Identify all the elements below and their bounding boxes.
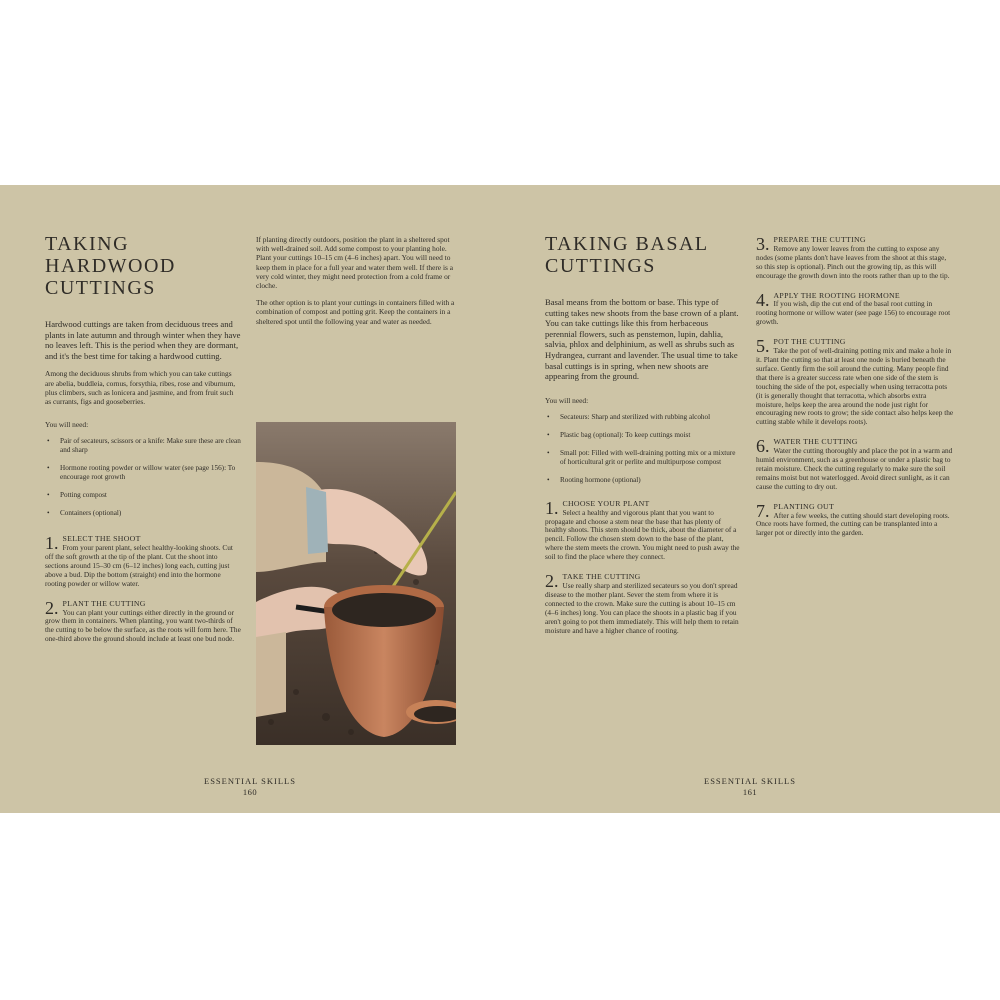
step-number: 5. bbox=[756, 336, 770, 357]
step-4 bbox=[756, 291, 954, 328]
lead-paragraph: Basal means from the bottom or base. This type of cutting takes new shoots from the base crown of a plant. You can take cuttings like this from herbaceous perennial flowers, such as penstemon, lupin, dahlia, salvia, phlox and delphinium, as well as shrubs such as Hydrangea, currant and lavender. The usual time to take basal cuttings is in spring, when new shoots are appearing from the ground. bbox=[545, 297, 739, 382]
step-3 bbox=[756, 235, 954, 281]
left-column-2 bbox=[256, 235, 456, 326]
step-number: 4. bbox=[756, 289, 770, 310]
list-item: • Secateurs: Sharp and sterilized with rubbing alcohol bbox=[545, 413, 741, 422]
step-heading: SELECT THE SHOOT bbox=[62, 534, 141, 544]
step-number: 1. bbox=[45, 533, 59, 554]
right-footer bbox=[700, 776, 800, 798]
needs-list bbox=[45, 437, 241, 518]
step-heading: PLANT THE CUTTING bbox=[62, 598, 146, 608]
needs-list bbox=[545, 413, 741, 485]
list-item: • Rooting hormone (optional) bbox=[545, 476, 741, 485]
lead-paragraph: Hardwood cuttings are taken from deciduous trees and plants in late autumn and through winter when they have no leaves left. This is the period when they are dormant, and it's the best time for taking a hardwood cutting. bbox=[45, 319, 241, 361]
right-page bbox=[500, 185, 1000, 813]
step-text: Select a healthy and vigorous plant that you want to propagate and choose a stem near the base that has plenty of healthy shoots. This stem should be thick, about the diameter of a pencil. Follow the chosen stem down to the base of the plant, where the stem meets the crown. You might need to push away the soil to find the place where they connect. bbox=[545, 507, 740, 562]
step-number: 3. bbox=[756, 234, 770, 254]
step-text: Take the pot of well-draining potting mix and make a hole in it. Plant the cutting so that at least one node is buried beneath the surface. Gently firm the soil around the cutting. Many people find that there is a greater success rate when one side of the stem is touching the side of the pot, especially when using terracotta pots (it is generally thought that terracotta, which absorbs extra moisture, helps keep the area around the node just right for encouraging new roots to grow; the side contact also helps keep the cutting stable while it develops roots). bbox=[756, 346, 954, 427]
list-item: • Pair of secateurs, scissors or a knife: Make sure these are clean and sharp bbox=[45, 437, 241, 455]
left-page bbox=[0, 185, 500, 813]
list-item: • Containers (optional) bbox=[45, 509, 241, 518]
running-footer: ESSENTIAL SKILLS bbox=[204, 776, 296, 786]
body-paragraph: If planting directly outdoors, position the plant in a sheltered spot with well-drained soil. Add some compost to your planting hole. Plant your cuttings 10–15 cm (4–6 inches) apart. You will need to keep them in place for a full year and water them well. If there is a very cold winter, they might need protection from a cold frame or cloche. bbox=[256, 235, 453, 291]
body-paragraph: The other option is to plant your cuttings in containers filled with a combination of compost and potting grit. Keep the containers in a sheltered spot until the following year and water as needed. bbox=[256, 298, 455, 326]
step-number: 6. bbox=[756, 436, 770, 457]
step-heading: POT THE CUTTING bbox=[773, 337, 846, 347]
right-page-title bbox=[545, 233, 745, 277]
step-text: Use really sharp and sterilized secateurs so you don't spread disease to the mother plant. Sever the stem from where it is connected to the crown. Make sure the cutting is about 10–15 cm (4–6 inches) long. You can place the shoots in a plastic bag if you aren't going to pot them immediately. This will help them to retain moisture and have a higher chance of rooting. bbox=[545, 581, 739, 635]
hardwood-cutting-photo bbox=[256, 422, 456, 745]
step-7 bbox=[756, 502, 954, 539]
step-1 bbox=[545, 499, 741, 562]
list-item: • Potting compost bbox=[45, 491, 241, 500]
list-item: • Small pot: Filled with well-draining potting mix or a mixture of horticultural grit or perlite and multipurpose compost bbox=[545, 449, 741, 467]
title-line: TAKING BASAL bbox=[545, 233, 709, 255]
step-text: You can plant your cuttings either directly in the ground or grow them in containers. When planting, you want two-thirds of the cutting to be below the surface, as the roots will form here. The one-third above the ground should include at least one bud node. bbox=[45, 607, 241, 644]
steps-list bbox=[545, 499, 741, 636]
step-text: From your parent plant, select healthy-looking shoots. Cut off the soft growth at the tip of the plant. Cut the shoot into sections around 15–30 cm (6–12 inches) long each, cutting just above a bud. Dip the bottom (straight) end into the hormone rooting powder or willow water. bbox=[45, 543, 233, 588]
step-heading: PREPARE THE CUTTING bbox=[773, 235, 866, 244]
step-number: 2. bbox=[45, 597, 59, 618]
list-item: • Plastic bag (optional): To keep cuttings moist bbox=[545, 431, 741, 440]
step-text: After a few weeks, the cutting should start developing roots. Once roots have formed, the cutting can be transplanted into a larger pot or directly into the garden. bbox=[756, 510, 950, 538]
step-text: Water the cutting thoroughly and place the pot in a warm and humid environment, such as a greenhouse or under a plastic bag to retain moisture. Check the cutting regularly to make sure the soil remains moist but not waterlogged. Avoid direct sunlight, as it can cause the cutting to dry out. bbox=[756, 446, 953, 491]
page-number: 160 bbox=[242, 787, 258, 797]
step-number: 7. bbox=[756, 500, 770, 521]
steps-list bbox=[45, 534, 241, 644]
step-2 bbox=[45, 599, 241, 645]
step-heading: PLANTING OUT bbox=[773, 501, 835, 511]
step-heading: WATER THE CUTTING bbox=[773, 437, 858, 447]
right-column-2 bbox=[756, 235, 954, 538]
step-number: 2. bbox=[545, 571, 559, 592]
left-footer bbox=[200, 776, 300, 798]
title-line: TAKING bbox=[45, 233, 130, 255]
list-item: • Hormone rooting powder or willow water (see page 156): To encourage root growth bbox=[45, 464, 241, 482]
title-line: HARDWOOD bbox=[45, 255, 176, 277]
step-heading: APPLY THE ROOTING HORMONE bbox=[773, 290, 900, 300]
step-1 bbox=[45, 534, 241, 588]
left-page-title bbox=[45, 233, 245, 299]
title-line: CUTTINGS bbox=[45, 277, 156, 299]
step-2 bbox=[545, 572, 741, 635]
book-spread bbox=[0, 185, 1000, 813]
step-heading: CHOOSE YOUR PLANT bbox=[562, 498, 650, 508]
running-footer: ESSENTIAL SKILLS bbox=[704, 776, 796, 786]
photo-illustration bbox=[256, 422, 456, 745]
title-line: CUTTINGS bbox=[545, 255, 656, 277]
intro-paragraph: Among the deciduous shrubs from which you can take cuttings are abelia, buddleia, cornus, forsythia, ribes, rose and viburnum, plus climbers, such as lonicera and jasmine, and from fruit such as currants, figs and gooseberries. bbox=[45, 369, 236, 406]
right-column-1 bbox=[545, 297, 741, 635]
step-text: Remove any lower leaves from the cutting to expose any nodes (some plants don't have leaves from the shoot at this stage, so this step is optional). Pinch out the growing tip, as this will encourage the growth down into the roots rather than up to the tip. bbox=[756, 243, 950, 280]
you-will-need-label: You will need: bbox=[45, 420, 89, 430]
left-column-1 bbox=[45, 319, 241, 644]
step-number: 1. bbox=[545, 497, 559, 518]
step-6 bbox=[756, 437, 954, 491]
you-will-need-label: You will need: bbox=[545, 395, 589, 405]
step-text: If you wish, dip the cut end of the basal root cutting in rooting hormone or willow water (see page 156) to encourage root growth. bbox=[756, 299, 951, 327]
page-number: 161 bbox=[742, 787, 758, 797]
step-heading: TAKE THE CUTTING bbox=[562, 572, 641, 582]
step-5 bbox=[756, 337, 954, 427]
